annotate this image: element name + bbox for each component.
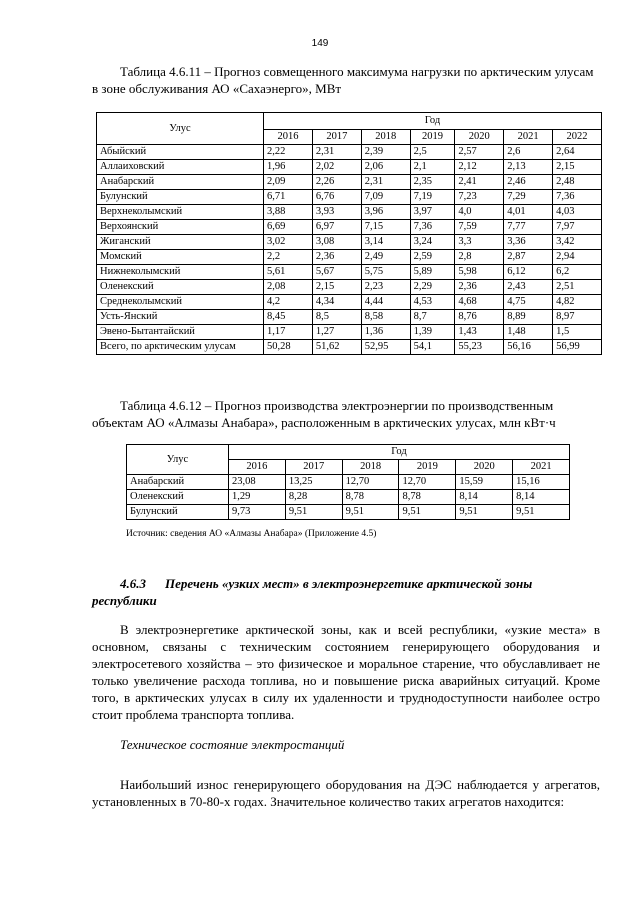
table-row <box>97 160 602 175</box>
value-cell: 1,27 <box>312 325 361 340</box>
value-cell: 3,14 <box>361 235 410 250</box>
ulus-name-cell: Анабарский <box>127 475 229 490</box>
value-cell: 4,03 <box>553 205 602 220</box>
value-cell: 8,45 <box>264 310 313 325</box>
value-cell: 7,36 <box>410 220 455 235</box>
value-cell: 2,31 <box>361 175 410 190</box>
value-cell: 8,58 <box>361 310 410 325</box>
ulus-name-cell: Усть-Янский <box>97 310 264 325</box>
value-cell: 2,46 <box>504 175 553 190</box>
value-cell: 4,75 <box>504 295 553 310</box>
value-cell: 7,15 <box>361 220 410 235</box>
value-cell: 15,16 <box>513 475 570 490</box>
value-cell: 3,08 <box>312 235 361 250</box>
ulus-name-cell: Абыйский <box>97 145 264 160</box>
value-cell: 5,61 <box>264 265 313 280</box>
value-cell: 7,36 <box>553 190 602 205</box>
value-cell: 52,95 <box>361 340 410 355</box>
value-cell: 2,15 <box>553 160 602 175</box>
ulus-name-cell: Жиганский <box>97 235 264 250</box>
value-cell: 2,48 <box>553 175 602 190</box>
value-cell: 4,0 <box>455 205 504 220</box>
value-cell: 6,69 <box>264 220 313 235</box>
value-cell: 9,51 <box>399 505 456 520</box>
ulus-name-cell: Верхнеколымский <box>97 205 264 220</box>
value-cell: 1,17 <box>264 325 313 340</box>
value-cell: 9,51 <box>285 505 342 520</box>
value-cell: 2,8 <box>455 250 504 265</box>
value-cell: 8,97 <box>553 310 602 325</box>
table-row <box>97 295 602 310</box>
ulus-name-cell: Оленекский <box>97 280 264 295</box>
year-header: 2016 <box>264 130 313 145</box>
value-cell: 6,76 <box>312 190 361 205</box>
value-cell: 4,2 <box>264 295 313 310</box>
value-cell: 7,59 <box>455 220 504 235</box>
value-cell: 3,36 <box>504 235 553 250</box>
year-header: 2019 <box>410 130 455 145</box>
value-cell: 2,2 <box>264 250 313 265</box>
table-row <box>97 250 602 265</box>
value-cell: 5,98 <box>455 265 504 280</box>
value-cell: 5,89 <box>410 265 455 280</box>
value-cell: 8,7 <box>410 310 455 325</box>
subheading: Техническое состояние электростанций <box>120 737 345 752</box>
table-row <box>97 175 602 190</box>
value-cell: 8,14 <box>456 490 513 505</box>
table-row <box>97 205 602 220</box>
ulus-name-cell: Нижнеколымский <box>97 265 264 280</box>
value-cell: 3,88 <box>264 205 313 220</box>
value-cell: 8,14 <box>513 490 570 505</box>
table1-header-year: Год <box>264 113 602 130</box>
ulus-name-cell: Всего, по арктическим улусам <box>97 340 264 355</box>
value-cell: 8,28 <box>285 490 342 505</box>
value-cell: 3,93 <box>312 205 361 220</box>
page-number: 149 <box>311 38 329 49</box>
value-cell: 2,39 <box>361 145 410 160</box>
value-cell: 2,29 <box>410 280 455 295</box>
value-cell: 1,36 <box>361 325 410 340</box>
value-cell: 2,41 <box>455 175 504 190</box>
table1-caption: Таблица 4.6.11 – Прогноз совмещенного максимума нагрузки по арктическим улусам в зоне обслуживания АО «Сахаэнерго», МВт <box>92 64 594 96</box>
value-cell: 1,39 <box>410 325 455 340</box>
value-cell: 15,59 <box>456 475 513 490</box>
year-header: 2018 <box>342 460 399 475</box>
table-row <box>97 235 602 250</box>
value-cell: 9,51 <box>342 505 399 520</box>
table-row <box>97 280 602 295</box>
value-cell: 8,5 <box>312 310 361 325</box>
table2-header-year: Год <box>229 445 570 460</box>
value-cell: 2,36 <box>455 280 504 295</box>
value-cell: 4,44 <box>361 295 410 310</box>
value-cell: 54,1 <box>410 340 455 355</box>
value-cell: 7,97 <box>553 220 602 235</box>
year-header: 2021 <box>513 460 570 475</box>
table-row <box>97 220 602 235</box>
value-cell: 56,99 <box>553 340 602 355</box>
value-cell: 2,59 <box>410 250 455 265</box>
table-row <box>97 325 602 340</box>
value-cell: 50,28 <box>264 340 313 355</box>
value-cell: 9,51 <box>513 505 570 520</box>
value-cell: 2,94 <box>553 250 602 265</box>
year-header: 2018 <box>361 130 410 145</box>
ulus-name-cell: Булунский <box>127 505 229 520</box>
ulus-name-cell: Верхоянский <box>97 220 264 235</box>
body-paragraph: В электроэнергетике арктической зоны, как и всей республики, «узкие места» в основном, связаны с техническим состоянием генерирующего оборудования и электросетевого хозяйства – это физическое и моральное старение, что обуславливает не только увеличение расхода топлива, но и повышение риска аварийных ситуаций. Кроме того, в арктических улусах в силу их удаленности и труднодоступности наиболее остро стоит проблема транспорта топлива. <box>92 622 600 722</box>
value-cell: 6,2 <box>553 265 602 280</box>
value-cell: 2,08 <box>264 280 313 295</box>
ulus-name-cell: Среднеколымский <box>97 295 264 310</box>
table2-header-ulus: Улус <box>127 445 229 475</box>
value-cell: 4,34 <box>312 295 361 310</box>
body-paragraph: Наибольший износ генерирующего оборудования на ДЭС наблюдается у агрегатов, установленных в 70-80-х годах. Значительное количество таких агрегатов находится: <box>92 777 600 809</box>
value-cell: 3,02 <box>264 235 313 250</box>
value-cell: 51,62 <box>312 340 361 355</box>
table-row <box>97 145 602 160</box>
value-cell: 2,23 <box>361 280 410 295</box>
value-cell: 7,77 <box>504 220 553 235</box>
table2-source-note: Источник: сведения АО «Алмазы Анабара» (Приложение 4.5) <box>126 529 377 539</box>
ulus-name-cell: Булунский <box>97 190 264 205</box>
value-cell: 2,02 <box>312 160 361 175</box>
table-row <box>127 490 570 505</box>
year-header: 2020 <box>455 130 504 145</box>
value-cell: 6,97 <box>312 220 361 235</box>
value-cell: 12,70 <box>399 475 456 490</box>
value-cell: 4,82 <box>553 295 602 310</box>
ulus-name-cell: Эвено-Бытантайский <box>97 325 264 340</box>
value-cell: 5,67 <box>312 265 361 280</box>
value-cell: 1,48 <box>504 325 553 340</box>
value-cell: 8,78 <box>342 490 399 505</box>
value-cell: 2,43 <box>504 280 553 295</box>
value-cell: 7,29 <box>504 190 553 205</box>
value-cell: 3,97 <box>410 205 455 220</box>
value-cell: 23,08 <box>229 475 286 490</box>
table-row <box>97 190 602 205</box>
value-cell: 12,70 <box>342 475 399 490</box>
value-cell: 1,29 <box>229 490 286 505</box>
table-row <box>97 340 602 355</box>
value-cell: 2,6 <box>504 145 553 160</box>
year-header: 2022 <box>553 130 602 145</box>
ulus-name-cell: Момский <box>97 250 264 265</box>
value-cell: 2,35 <box>410 175 455 190</box>
value-cell: 2,5 <box>410 145 455 160</box>
value-cell: 3,42 <box>553 235 602 250</box>
section-heading <box>92 575 600 609</box>
table2-caption: Таблица 4.6.12 – Прогноз производства электроэнергии по производственным объектам АО «Алмазы Анабара», расположенным в арктических улусах, млн кВт·ч <box>92 398 556 430</box>
value-cell: 2,51 <box>553 280 602 295</box>
value-cell: 2,06 <box>361 160 410 175</box>
production-forecast-table <box>126 444 570 520</box>
value-cell: 2,36 <box>312 250 361 265</box>
year-header: 2021 <box>504 130 553 145</box>
table-row <box>127 505 570 520</box>
table-row <box>127 475 570 490</box>
value-cell: 5,75 <box>361 265 410 280</box>
year-header: 2020 <box>456 460 513 475</box>
year-header: 2017 <box>312 130 361 145</box>
value-cell: 4,01 <box>504 205 553 220</box>
ulus-name-cell: Анабарский <box>97 175 264 190</box>
load-forecast-table <box>96 112 602 355</box>
value-cell: 2,1 <box>410 160 455 175</box>
value-cell: 6,12 <box>504 265 553 280</box>
table-row <box>97 310 602 325</box>
value-cell: 2,49 <box>361 250 410 265</box>
value-cell: 1,43 <box>455 325 504 340</box>
value-cell: 2,87 <box>504 250 553 265</box>
value-cell: 2,09 <box>264 175 313 190</box>
value-cell: 55,23 <box>455 340 504 355</box>
value-cell: 2,57 <box>455 145 504 160</box>
year-header: 2017 <box>285 460 342 475</box>
value-cell: 2,12 <box>455 160 504 175</box>
value-cell: 8,76 <box>455 310 504 325</box>
value-cell: 8,89 <box>504 310 553 325</box>
value-cell: 3,3 <box>455 235 504 250</box>
value-cell: 56,16 <box>504 340 553 355</box>
value-cell: 1,5 <box>553 325 602 340</box>
value-cell: 7,23 <box>455 190 504 205</box>
value-cell: 2,31 <box>312 145 361 160</box>
year-header: 2016 <box>229 460 286 475</box>
value-cell: 2,13 <box>504 160 553 175</box>
year-header: 2019 <box>399 460 456 475</box>
value-cell: 1,96 <box>264 160 313 175</box>
value-cell: 2,26 <box>312 175 361 190</box>
value-cell: 3,24 <box>410 235 455 250</box>
value-cell: 4,68 <box>455 295 504 310</box>
value-cell: 13,25 <box>285 475 342 490</box>
value-cell: 2,64 <box>553 145 602 160</box>
value-cell: 2,15 <box>312 280 361 295</box>
value-cell: 9,73 <box>229 505 286 520</box>
value-cell: 4,53 <box>410 295 455 310</box>
value-cell: 7,19 <box>410 190 455 205</box>
value-cell: 8,78 <box>399 490 456 505</box>
value-cell: 7,09 <box>361 190 410 205</box>
value-cell: 6,71 <box>264 190 313 205</box>
value-cell: 3,96 <box>361 205 410 220</box>
value-cell: 2,22 <box>264 145 313 160</box>
section-number: 4.6.3 <box>120 576 146 591</box>
table1-header-ulus: Улус <box>97 113 264 145</box>
section-title: Перечень «узких мест» в электроэнергетике арктической зоны республики <box>92 576 533 608</box>
ulus-name-cell: Оленекский <box>127 490 229 505</box>
table-row <box>97 265 602 280</box>
value-cell: 9,51 <box>456 505 513 520</box>
ulus-name-cell: Аллаиховский <box>97 160 264 175</box>
